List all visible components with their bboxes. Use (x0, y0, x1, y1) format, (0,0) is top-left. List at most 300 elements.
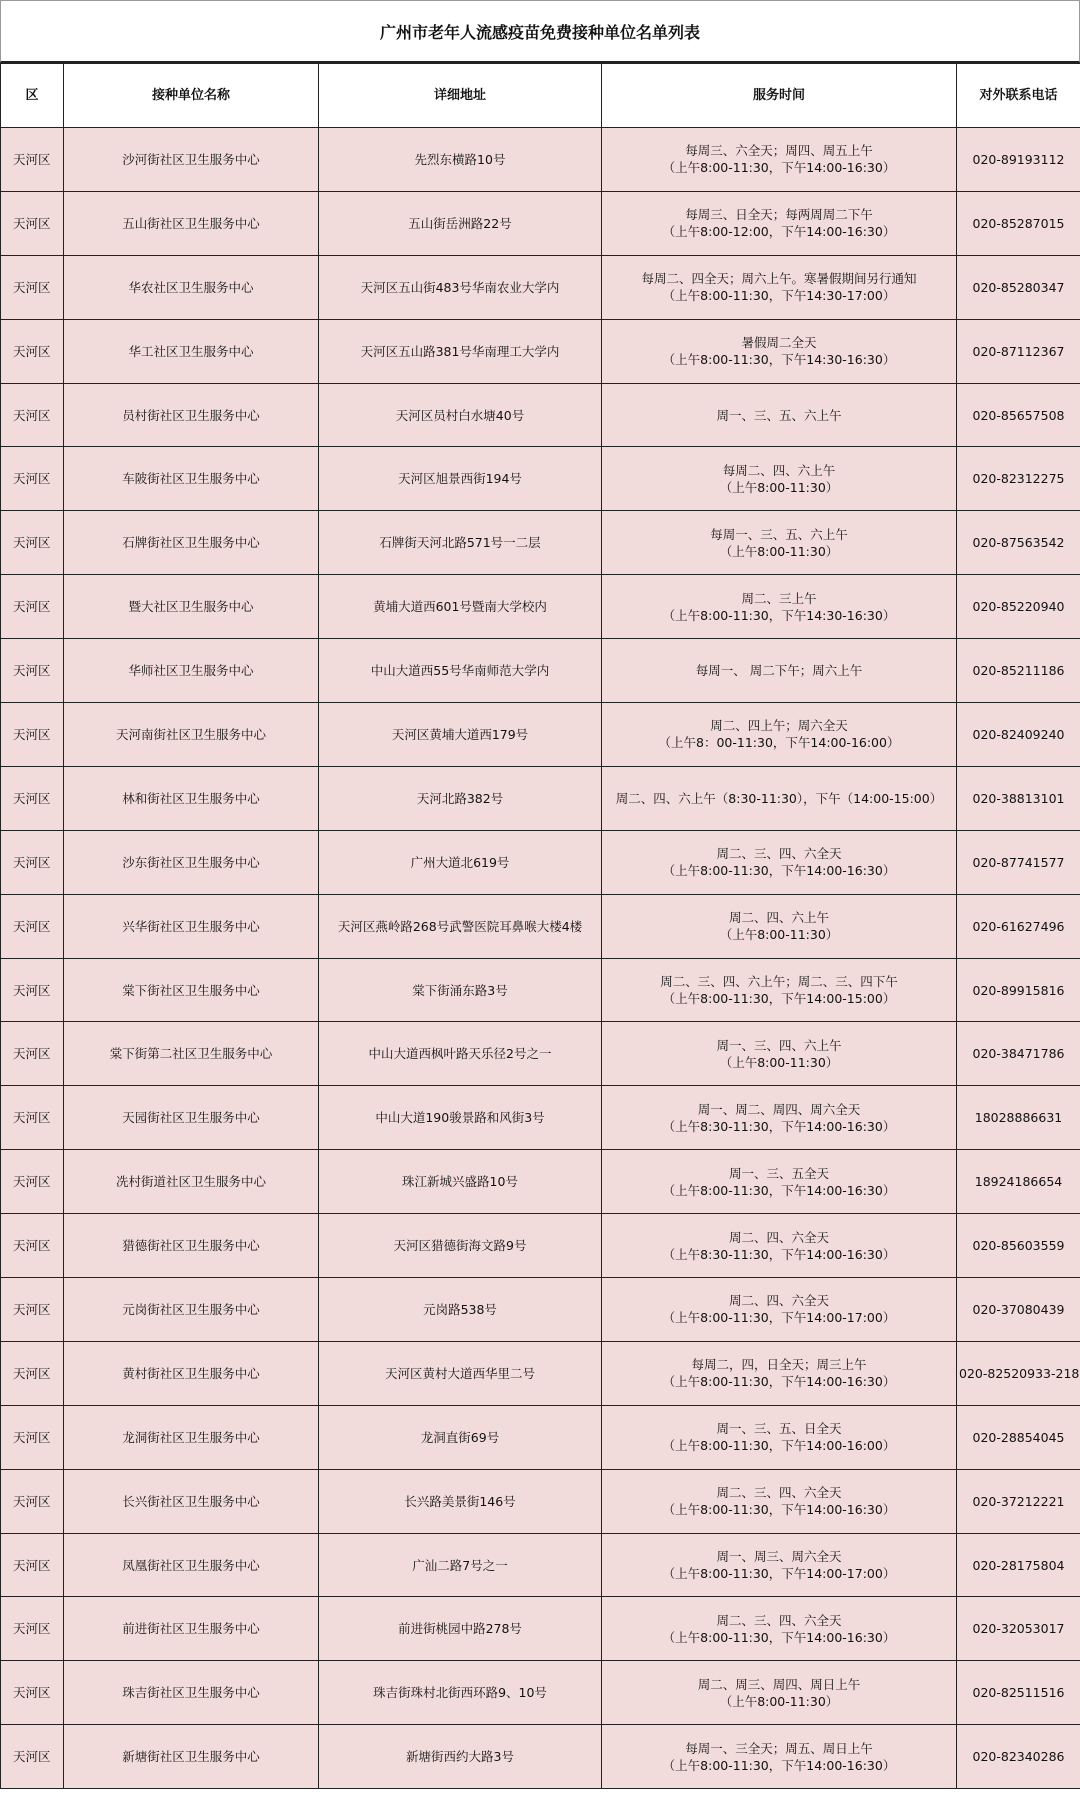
vaccination-sites-table (0, 63, 1080, 1789)
table-row (1, 766, 1080, 830)
table-title: 广州市老年人流感疫苗免费接种单位名单列表 (0, 0, 1080, 63)
district-cell-district: 天河区 (13, 982, 51, 998)
table-row (1, 255, 1080, 319)
service-time-cell-time1: 周二、三、四、六全天 (716, 1485, 842, 1501)
district-cell-district: 天河区 (13, 1557, 51, 1573)
phone-cell (957, 639, 1080, 703)
address-cell-address: 中山大道西枫叶路天乐径2号之一 (368, 1046, 552, 1062)
address-cell-address: 天河区燕岭路268号武警医院耳鼻喉大楼4楼 (337, 918, 583, 934)
district-cell (1, 511, 64, 575)
address-cell (319, 1278, 602, 1342)
table-row (1, 1661, 1080, 1725)
phone-cell-phone: 020-85220940 (972, 599, 1065, 615)
phone-cell (957, 511, 1080, 575)
service-time-cell-time2: （上午8:00-11:30，下午14:00-17:00） (662, 1310, 896, 1326)
table-row (1, 1022, 1080, 1086)
site-name-cell-name: 石牌街社区卫生服务中心 (122, 535, 260, 551)
service-time-cell (602, 255, 957, 319)
district-cell (1, 191, 64, 255)
phone-cell-phone: 020-82409240 (972, 726, 1065, 742)
service-time-cell-time2: （上午8:00-11:30，下午14:00-16:30） (662, 1374, 896, 1390)
site-name-cell (64, 958, 319, 1022)
service-time-cell-time2: （上午8:30-11:30，下午14:00-16:30） (662, 1118, 896, 1134)
phone-cell (957, 703, 1080, 767)
service-time-cell (602, 830, 957, 894)
district-cell-district: 天河区 (13, 1110, 51, 1126)
service-time-cell-time2: （上午8:00-11:30，下午14:30-17:00） (662, 288, 896, 304)
service-time-cell (602, 511, 957, 575)
service-time-cell-time2: （上午8:00-11:30） (719, 543, 839, 559)
address-cell (319, 766, 602, 830)
header-site-name: 接种单位名称 (64, 64, 319, 128)
district-cell-district: 天河区 (13, 1046, 51, 1062)
site-name-cell (64, 1022, 319, 1086)
phone-cell (957, 191, 1080, 255)
district-cell (1, 1150, 64, 1214)
service-time-cell (602, 639, 957, 703)
district-cell (1, 1278, 64, 1342)
service-time-cell-time1: 每周二、四、六上午 (722, 462, 836, 478)
phone-cell (957, 1597, 1080, 1661)
phone-cell (957, 1022, 1080, 1086)
site-name-cell (64, 319, 319, 383)
phone-cell-phone: 020-87112367 (972, 343, 1065, 359)
address-cell-address: 广汕二路7号之一 (412, 1557, 508, 1573)
address-cell-address: 石牌街天河北路571号一二层 (379, 535, 541, 551)
site-name-cell (64, 1533, 319, 1597)
service-time-cell-time2: （上午8:00-11:30，下午14:00-16:30） (662, 863, 896, 879)
address-cell (319, 703, 602, 767)
service-time-cell-time1: 每周二，四，日全天；周三上午 (691, 1357, 867, 1373)
district-cell (1, 1214, 64, 1278)
service-time-cell-time2: （上午8:00-11:30，下午14:00-17:00） (662, 1566, 896, 1582)
phone-cell-phone: 020-37080439 (972, 1301, 1065, 1317)
district-cell-district: 天河区 (13, 663, 51, 679)
district-cell-district: 天河区 (13, 726, 51, 742)
phone-cell-phone: 020-85657508 (972, 407, 1065, 423)
service-time-cell (602, 447, 957, 511)
address-cell-address: 天河区猎德街海文路9号 (393, 1238, 527, 1254)
district-cell-district: 天河区 (13, 471, 51, 487)
address-cell-address: 天河区旭景西街194号 (398, 471, 522, 487)
site-name-cell-name: 林和街社区卫生服务中心 (122, 790, 260, 806)
district-cell (1, 1725, 64, 1789)
site-name-cell (64, 1278, 319, 1342)
service-time-cell (602, 1405, 957, 1469)
address-cell-address: 新塘街西约大路3号 (406, 1749, 514, 1765)
service-time-cell-time1: 周一、三、四、六上午 (716, 1037, 842, 1053)
phone-cell-phone: 020-82340286 (972, 1749, 1065, 1765)
phone-cell-phone: 020-37212221 (972, 1493, 1065, 1509)
phone-cell (957, 1533, 1080, 1597)
site-name-cell-name: 新塘街社区卫生服务中心 (122, 1749, 260, 1765)
phone-cell (957, 1086, 1080, 1150)
address-cell (319, 255, 602, 319)
phone-cell-phone: 020-87563542 (972, 535, 1065, 551)
phone-cell (957, 319, 1080, 383)
phone-cell-phone: 020-82312275 (972, 471, 1065, 487)
service-time-cell-time2: （上午8:00-12:00，下午14:00-16:30） (662, 224, 896, 240)
address-cell-address: 天河区黄村大道西华里二号 (384, 1365, 535, 1381)
service-time-cell-time2: （上午8:00-11:30，下午14:00-15:00） (662, 991, 896, 1007)
table-row (1, 383, 1080, 447)
site-name-cell-name: 棠下街社区卫生服务中心 (122, 982, 260, 998)
district-cell-district: 天河区 (13, 1621, 51, 1637)
address-cell-address: 中山大道西55号华南师范大学内 (370, 663, 550, 679)
district-cell-district: 天河区 (13, 854, 51, 870)
table-row (1, 128, 1080, 192)
table-row (1, 1150, 1080, 1214)
phone-cell-phone: 020-38813101 (972, 790, 1065, 806)
phone-cell-phone: 020-28175804 (972, 1557, 1065, 1573)
service-time-cell-time1: 周二、三、四、六全天 (716, 846, 842, 862)
table-row (1, 639, 1080, 703)
district-cell-district: 天河区 (13, 151, 51, 167)
table-row (1, 1533, 1080, 1597)
site-name-cell (64, 894, 319, 958)
table-row (1, 1086, 1080, 1150)
phone-cell (957, 830, 1080, 894)
service-time-cell (602, 1278, 957, 1342)
phone-cell (957, 766, 1080, 830)
district-cell (1, 447, 64, 511)
district-cell (1, 383, 64, 447)
district-cell-district: 天河区 (13, 535, 51, 551)
address-cell-address: 黄埔大道西601号暨南大学校内 (373, 599, 547, 615)
phone-cell (957, 1405, 1080, 1469)
site-name-cell-name: 沙东街社区卫生服务中心 (122, 854, 260, 870)
service-time-cell (602, 383, 957, 447)
service-time-cell-time2: （上午8:00-11:30，下午14:00-16:30） (662, 1629, 896, 1645)
address-cell-address: 长兴路美景街146号 (404, 1493, 516, 1509)
address-cell (319, 1341, 602, 1405)
site-name-cell (64, 383, 319, 447)
site-name-cell (64, 191, 319, 255)
address-cell (319, 894, 602, 958)
service-time-cell-time1: 每周一、 周二下午；周六上午 (695, 663, 863, 679)
site-name-cell (64, 1661, 319, 1725)
site-name-cell-name: 员村街社区卫生服务中心 (122, 407, 260, 423)
address-cell (319, 575, 602, 639)
header-address: 详细地址 (319, 64, 602, 128)
phone-cell (957, 1278, 1080, 1342)
address-cell (319, 830, 602, 894)
address-cell (319, 1469, 602, 1533)
site-name-cell (64, 1405, 319, 1469)
address-cell-address: 天河北路382号 (416, 790, 504, 806)
district-cell-district: 天河区 (13, 407, 51, 423)
district-cell (1, 128, 64, 192)
phone-cell-phone: 020-85603559 (972, 1238, 1065, 1254)
site-name-cell (64, 830, 319, 894)
site-name-cell-name: 华农社区卫生服务中心 (128, 279, 254, 295)
service-time-cell (602, 766, 957, 830)
service-time-cell (602, 1597, 957, 1661)
site-name-cell-name: 龙洞街社区卫生服务中心 (122, 1429, 260, 1445)
site-name-cell-name: 沙河街社区卫生服务中心 (122, 151, 260, 167)
service-time-cell-time1: 每周一、三全天；周五、周日上午 (685, 1740, 873, 1756)
service-time-cell (602, 958, 957, 1022)
table-row (1, 1214, 1080, 1278)
address-cell-address: 先烈东横路10号 (414, 151, 506, 167)
service-time-cell (602, 894, 957, 958)
site-name-cell (64, 639, 319, 703)
address-cell-address: 天河区五山路381号华南理工大学内 (360, 343, 560, 359)
district-cell (1, 255, 64, 319)
site-name-cell (64, 255, 319, 319)
phone-cell-phone: 020-32053017 (972, 1621, 1065, 1637)
site-name-cell-name: 长兴街社区卫生服务中心 (122, 1493, 260, 1509)
service-time-cell (602, 1533, 957, 1597)
address-cell (319, 1661, 602, 1725)
phone-cell (957, 128, 1080, 192)
site-name-cell (64, 511, 319, 575)
service-time-cell-time2: （上午8:00-11:30，下午14:00-16:30） (662, 1502, 896, 1518)
address-cell (319, 511, 602, 575)
site-name-cell (64, 1341, 319, 1405)
site-name-cell (64, 1150, 319, 1214)
district-cell (1, 1086, 64, 1150)
service-time-cell-time1: 周一、周二、周四、周六全天 (697, 1101, 861, 1117)
site-name-cell-name: 珠吉街社区卫生服务中心 (122, 1685, 260, 1701)
district-cell-district: 天河区 (13, 918, 51, 934)
site-name-cell-name: 兴华街社区卫生服务中心 (122, 918, 260, 934)
phone-cell-phone: 020-28854045 (972, 1429, 1065, 1445)
phone-cell-phone: 020-82511516 (972, 1685, 1065, 1701)
site-name-cell (64, 1725, 319, 1789)
address-cell (319, 1725, 602, 1789)
site-name-cell (64, 447, 319, 511)
phone-cell-phone: 020-89915816 (972, 982, 1065, 998)
phone-cell-phone: 18028886631 (974, 1110, 1063, 1126)
table-row (1, 575, 1080, 639)
phone-cell-phone: 18924186654 (974, 1174, 1063, 1190)
site-name-cell (64, 1597, 319, 1661)
address-cell (319, 447, 602, 511)
phone-cell (957, 1725, 1080, 1789)
district-cell-district: 天河区 (13, 343, 51, 359)
phone-cell-phone: 020-82520933-218 (959, 1365, 1080, 1381)
address-cell-address: 珠吉街珠村北街西环路9、10号 (373, 1685, 547, 1701)
service-time-cell-time1: 每周二、四全天；周六上午。寒暑假期间另行通知 (641, 271, 917, 287)
district-cell-district: 天河区 (13, 790, 51, 806)
service-time-cell (602, 128, 957, 192)
table-row (1, 830, 1080, 894)
service-time-cell-time1: 周二、三、四、六全天 (716, 1612, 842, 1628)
district-cell (1, 1597, 64, 1661)
site-name-cell-name: 黄村街社区卫生服务中心 (122, 1365, 260, 1381)
phone-cell (957, 383, 1080, 447)
phone-cell (957, 255, 1080, 319)
address-cell-address: 天河区员村白水塘40号 (395, 407, 525, 423)
address-cell (319, 191, 602, 255)
service-time-cell-time2: （上午8:00-11:30，下午14:00-16:30） (662, 1182, 896, 1198)
table-row (1, 1469, 1080, 1533)
site-name-cell-name: 暨大社区卫生服务中心 (128, 599, 254, 615)
table-row (1, 703, 1080, 767)
district-cell-district: 天河区 (13, 1365, 51, 1381)
table-row (1, 511, 1080, 575)
address-cell-address: 珠江新城兴盛路10号 (402, 1174, 518, 1190)
site-name-cell (64, 128, 319, 192)
service-time-cell-time1: 周二、周三、周四、周日上午 (697, 1676, 861, 1692)
service-time-cell-time1: 周二、三上午 (741, 590, 817, 606)
service-time-cell-time1: 周一、三、五、日全天 (716, 1421, 842, 1437)
service-time-cell-time1: 周二、三、四、六上午；周二、三、四下午 (660, 974, 898, 990)
district-cell (1, 1533, 64, 1597)
phone-cell-phone: 020-38471786 (972, 1046, 1065, 1062)
site-name-cell-name: 棠下街第二社区卫生服务中心 (109, 1046, 273, 1062)
service-time-cell-time2: （上午8:00-11:30，下午14:30-16:30） (662, 352, 896, 368)
district-cell (1, 575, 64, 639)
site-name-cell-name: 五山街社区卫生服务中心 (122, 215, 260, 231)
phone-cell-phone: 020-85287015 (972, 215, 1065, 231)
district-cell (1, 319, 64, 383)
phone-cell (957, 1150, 1080, 1214)
service-time-cell (602, 1661, 957, 1725)
phone-cell (957, 1469, 1080, 1533)
service-time-cell (602, 1086, 957, 1150)
table-row (1, 447, 1080, 511)
district-cell-district: 天河区 (13, 1493, 51, 1509)
service-time-cell-time1: 周一、三、五全天 (728, 1165, 829, 1181)
district-cell-district: 天河区 (13, 1749, 51, 1765)
phone-cell-phone: 020-61627496 (972, 918, 1065, 934)
address-cell (319, 383, 602, 447)
address-cell (319, 1214, 602, 1278)
service-time-cell (602, 575, 957, 639)
header-row (1, 64, 1080, 128)
address-cell (319, 1022, 602, 1086)
phone-cell (957, 1661, 1080, 1725)
address-cell-address: 龙洞直街69号 (420, 1429, 500, 1445)
site-name-cell-name: 华师社区卫生服务中心 (128, 663, 254, 679)
table-row (1, 958, 1080, 1022)
service-time-cell-time1: 周二、四、六上午（8:30-11:30），下午（14:00-15:00） (615, 790, 943, 806)
district-cell (1, 1341, 64, 1405)
district-cell (1, 830, 64, 894)
header-district: 区 (1, 64, 64, 128)
service-time-cell-time1: 周一、三、五、六上午 (716, 407, 842, 423)
site-name-cell-name: 凤凰街社区卫生服务中心 (122, 1557, 260, 1573)
phone-cell (957, 958, 1080, 1022)
service-time-cell (602, 1150, 957, 1214)
service-time-cell-time2: （上午8:00-11:30，下午14:00-16:00） (662, 1438, 896, 1454)
district-cell (1, 639, 64, 703)
district-cell (1, 1661, 64, 1725)
district-cell-district: 天河区 (13, 1685, 51, 1701)
service-time-cell-time2: （上午8:00-11:30） (719, 1054, 839, 1070)
site-name-cell-name: 车陂街社区卫生服务中心 (122, 471, 260, 487)
district-cell (1, 958, 64, 1022)
district-cell (1, 1405, 64, 1469)
service-time-cell-time2: （上午8:00-11:30） (719, 479, 839, 495)
site-name-cell-name: 冼村街道社区卫生服务中心 (115, 1174, 266, 1190)
site-name-cell-name: 前进街社区卫生服务中心 (122, 1621, 260, 1637)
table-row (1, 1597, 1080, 1661)
address-cell-address: 前进街桃园中路278号 (398, 1621, 522, 1637)
table-row (1, 1725, 1080, 1789)
address-cell (319, 1086, 602, 1150)
district-cell-district: 天河区 (13, 279, 51, 295)
district-cell-district: 天河区 (13, 599, 51, 615)
service-time-cell (602, 191, 957, 255)
address-cell (319, 319, 602, 383)
district-cell-district: 天河区 (13, 1238, 51, 1254)
service-time-cell-time1: 周二、四上午；周六全天 (710, 718, 848, 734)
address-cell (319, 1150, 602, 1214)
district-cell (1, 1022, 64, 1086)
site-name-cell-name: 天园街社区卫生服务中心 (122, 1110, 260, 1126)
phone-cell (957, 894, 1080, 958)
address-cell-address: 棠下街涌东路3号 (412, 982, 508, 998)
service-time-cell-time1: 周一、周三、周六全天 (716, 1549, 842, 1565)
address-cell-address: 五山街岳洲路22号 (408, 215, 512, 231)
district-cell (1, 766, 64, 830)
service-time-cell-time1: 周二、四、六上午 (728, 910, 829, 926)
service-time-cell (602, 319, 957, 383)
service-time-cell-time1: 周二、四、六全天 (728, 1229, 829, 1245)
service-time-cell-time2: （上午8:00-11:30，下午14:30-16:30） (662, 607, 896, 623)
site-name-cell-name: 猎德街社区卫生服务中心 (122, 1238, 260, 1254)
address-cell (319, 1405, 602, 1469)
table-row (1, 894, 1080, 958)
address-cell-address: 天河区黄埔大道西179号 (391, 726, 529, 742)
service-time-cell-time1: 每周三、日全天；每两周周二下午 (685, 207, 873, 223)
table-row (1, 1278, 1080, 1342)
service-time-cell (602, 1341, 957, 1405)
phone-cell (957, 447, 1080, 511)
service-time-cell (602, 1469, 957, 1533)
service-time-cell-time2: （上午8:00-11:30，下午14:00-16:30） (662, 160, 896, 176)
site-name-cell (64, 703, 319, 767)
site-name-cell (64, 1214, 319, 1278)
address-cell (319, 1597, 602, 1661)
district-cell-district: 天河区 (13, 1174, 51, 1190)
service-time-cell (602, 1022, 957, 1086)
district-cell (1, 1469, 64, 1533)
site-name-cell-name: 元岗街社区卫生服务中心 (122, 1301, 260, 1317)
service-time-cell (602, 1725, 957, 1789)
site-name-cell (64, 766, 319, 830)
phone-cell-phone: 020-85211186 (972, 663, 1065, 679)
phone-cell-phone: 020-89193112 (972, 151, 1065, 167)
table-row (1, 1341, 1080, 1405)
district-cell-district: 天河区 (13, 215, 51, 231)
address-cell-address: 广州大道北619号 (410, 854, 510, 870)
service-time-cell-time1: 每周一、三、五、六上午 (710, 526, 848, 542)
address-cell-address: 元岗路538号 (423, 1301, 497, 1317)
service-time-cell-time2: （上午8:00-11:30，下午14:00-16:30） (662, 1757, 896, 1773)
service-time-cell-time2: （上午8:00-11:30） (719, 1693, 839, 1709)
service-time-cell-time1: 暑假周二全天 (741, 335, 817, 351)
phone-cell (957, 1214, 1080, 1278)
site-name-cell-name: 华工社区卫生服务中心 (128, 343, 254, 359)
service-time-cell (602, 703, 957, 767)
phone-cell (957, 575, 1080, 639)
service-time-cell (602, 1214, 957, 1278)
address-cell-address: 天河区五山街483号华南农业大学内 (360, 279, 560, 295)
service-time-cell-time1: 周二、四、六全天 (728, 1293, 829, 1309)
district-cell (1, 703, 64, 767)
table-row (1, 1405, 1080, 1469)
table-row (1, 191, 1080, 255)
table-body (1, 128, 1080, 1789)
address-cell (319, 1533, 602, 1597)
service-time-cell-time2: （上午8:00-11:30） (719, 927, 839, 943)
address-cell (319, 639, 602, 703)
district-cell (1, 894, 64, 958)
